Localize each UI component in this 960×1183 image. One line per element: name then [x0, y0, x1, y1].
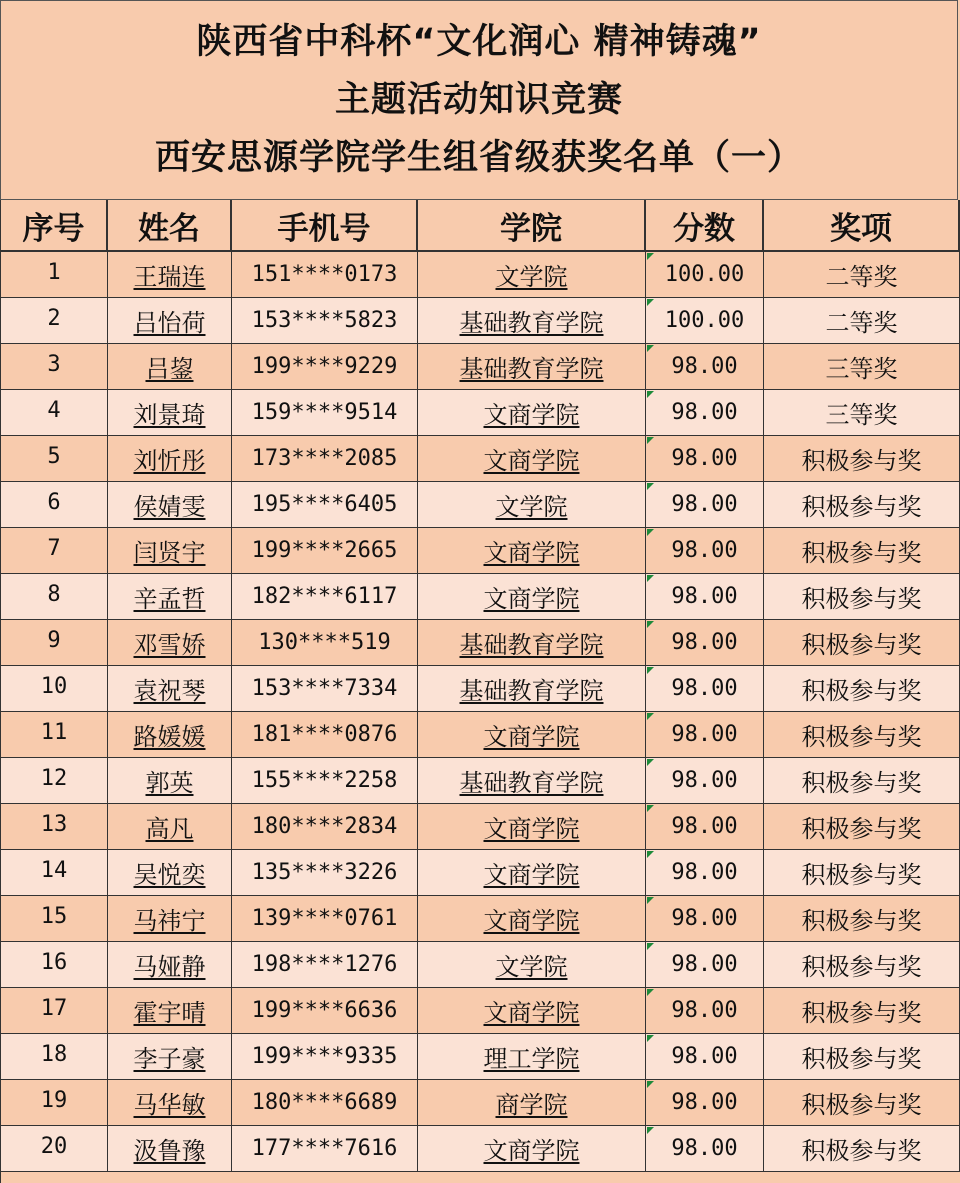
cell-score[interactable] — [646, 298, 764, 344]
cell-score[interactable] — [646, 1034, 764, 1080]
cell-phone[interactable] — [232, 1080, 418, 1126]
cell-dept[interactable] — [418, 390, 646, 436]
cell-name[interactable] — [108, 850, 232, 896]
cell-seq-text: 2 — [47, 306, 61, 331]
cell-dept[interactable] — [418, 804, 646, 850]
cell-seq[interactable] — [0, 298, 108, 344]
cell-award[interactable] — [764, 528, 960, 574]
cell-award[interactable] — [764, 574, 960, 620]
cell-seq-text: 18 — [40, 1042, 68, 1067]
cell-score[interactable] — [646, 850, 764, 896]
cell-phone-text: 199****6636 — [251, 998, 398, 1023]
table-row — [0, 896, 960, 942]
cell-phone[interactable] — [232, 1126, 418, 1172]
cell-award-text: 二等奖 — [825, 263, 898, 291]
cell-dept[interactable] — [418, 574, 646, 620]
cell-award[interactable] — [764, 896, 960, 942]
cell-award-text: 二等奖 — [825, 309, 898, 337]
error-indicator-icon — [647, 345, 654, 352]
header-score[interactable]: 分数 — [646, 200, 764, 252]
error-indicator-icon — [647, 437, 654, 444]
cell-award-text: 积极参与奖 — [801, 631, 922, 659]
cell-dept[interactable] — [418, 942, 646, 988]
cell-phone[interactable] — [232, 252, 418, 298]
cell-dept-text: 文商学院 — [483, 539, 580, 567]
cell-dept-text: 文商学院 — [483, 907, 580, 935]
error-indicator-icon — [647, 299, 654, 306]
cell-seq-text: 19 — [40, 1088, 68, 1113]
title-line-1: 陕西省中科杯“文化润心 精神铸魂” — [196, 22, 762, 62]
cell-dept[interactable] — [418, 528, 646, 574]
cell-award[interactable] — [764, 298, 960, 344]
cell-name-text: 刘景琦 — [133, 401, 206, 429]
cell-name[interactable] — [108, 574, 232, 620]
cell-phone-text: 198****1276 — [251, 952, 398, 977]
table-row — [0, 298, 960, 344]
cell-dept-text: 基础教育学院 — [459, 769, 604, 797]
cell-phone-text: 153****5823 — [251, 308, 398, 333]
table-row — [0, 574, 960, 620]
cell-score-text: 98.00 — [671, 814, 738, 839]
cell-phone-text: 180****6689 — [251, 1090, 398, 1115]
cell-seq-text: 13 — [40, 812, 68, 837]
table-row — [0, 804, 960, 850]
cell-dept[interactable] — [418, 482, 646, 528]
title-line-3: 西安思源学院学生组省级获奖名单（一） — [154, 138, 803, 178]
error-indicator-icon — [647, 943, 654, 950]
cell-phone-text: 159****9514 — [251, 400, 398, 425]
cell-phone[interactable] — [232, 804, 418, 850]
table-row — [0, 390, 960, 436]
cell-dept[interactable] — [418, 1034, 646, 1080]
cell-name[interactable] — [108, 620, 232, 666]
cell-phone[interactable] — [232, 942, 418, 988]
cell-score-text: 100.00 — [664, 308, 745, 333]
cell-name[interactable] — [108, 390, 232, 436]
cell-dept-text: 理工学院 — [483, 1045, 580, 1073]
cell-phone[interactable] — [232, 896, 418, 942]
cell-dept[interactable] — [418, 712, 646, 758]
cell-name-text: 马娅静 — [133, 953, 206, 981]
cell-name[interactable] — [108, 988, 232, 1034]
error-indicator-icon — [647, 667, 654, 674]
cell-award-text: 积极参与奖 — [801, 539, 922, 567]
cell-dept-text: 基础教育学院 — [459, 631, 604, 659]
cell-seq[interactable] — [0, 482, 108, 528]
cell-seq[interactable] — [0, 804, 108, 850]
title-line-2: 主题活动知识竞赛 — [334, 80, 623, 120]
error-indicator-icon — [647, 253, 654, 260]
cell-name[interactable] — [108, 436, 232, 482]
cell-dept-text: 文商学院 — [483, 999, 580, 1027]
cell-seq[interactable] — [0, 1034, 108, 1080]
cell-score-text: 98.00 — [671, 630, 738, 655]
cell-seq-text: 8 — [47, 582, 61, 607]
cell-seq-text: 5 — [47, 444, 61, 469]
cell-name-text: 袁祝琴 — [133, 677, 206, 705]
cell-seq[interactable] — [0, 712, 108, 758]
cell-name[interactable] — [108, 528, 232, 574]
cell-award[interactable] — [764, 712, 960, 758]
cell-score-text: 98.00 — [671, 1090, 738, 1115]
cell-name-text: 路媛媛 — [133, 723, 206, 751]
cell-phone[interactable] — [232, 298, 418, 344]
cell-award[interactable] — [764, 390, 960, 436]
cell-phone-text: 199****9335 — [251, 1044, 398, 1069]
cell-dept-text: 文学院 — [495, 953, 568, 981]
cell-award-text: 积极参与奖 — [801, 493, 922, 521]
cell-seq-text: 16 — [40, 950, 68, 975]
cell-phone-text: 139****0761 — [251, 906, 398, 931]
cell-score-text: 98.00 — [671, 492, 738, 517]
cell-name-text: 汲鲁豫 — [133, 1137, 206, 1165]
cell-phone[interactable] — [232, 574, 418, 620]
error-indicator-icon — [647, 483, 654, 490]
cell-score[interactable] — [646, 528, 764, 574]
cell-dept-text: 基础教育学院 — [459, 309, 604, 337]
cell-seq[interactable] — [0, 436, 108, 482]
cell-dept-text: 文学院 — [495, 493, 568, 521]
cell-dept[interactable] — [418, 758, 646, 804]
cell-dept[interactable] — [418, 298, 646, 344]
cell-award[interactable] — [764, 436, 960, 482]
cell-score[interactable] — [646, 942, 764, 988]
cell-score[interactable] — [646, 896, 764, 942]
table-header — [0, 200, 960, 252]
cell-award[interactable] — [764, 988, 960, 1034]
cell-dept-text: 文商学院 — [483, 447, 580, 475]
cell-score-text: 98.00 — [671, 538, 738, 563]
error-indicator-icon — [647, 989, 654, 996]
error-indicator-icon — [647, 575, 654, 582]
cell-score-text: 98.00 — [671, 1136, 738, 1161]
cell-award-text: 积极参与奖 — [801, 1137, 922, 1165]
cell-name-text: 霍宇晴 — [133, 999, 206, 1027]
cell-score[interactable] — [646, 390, 764, 436]
cell-phone[interactable] — [232, 758, 418, 804]
cell-name[interactable] — [108, 896, 232, 942]
error-indicator-icon — [647, 759, 654, 766]
cell-score[interactable] — [646, 482, 764, 528]
cell-score[interactable] — [646, 988, 764, 1034]
table-row — [0, 528, 960, 574]
cell-name-text: 马华敏 — [133, 1091, 206, 1119]
header-award[interactable]: 奖项 — [764, 200, 960, 252]
cell-award-text: 积极参与奖 — [801, 447, 922, 475]
error-indicator-icon — [647, 1035, 654, 1042]
cell-phone-text: 155****2258 — [251, 768, 398, 793]
cell-dept-text: 文学院 — [495, 263, 568, 291]
cell-award-text: 积极参与奖 — [801, 861, 922, 889]
table-row — [0, 482, 960, 528]
cell-name[interactable] — [108, 344, 232, 390]
cell-name-text: 马祎宁 — [133, 907, 206, 935]
cell-name[interactable] — [108, 298, 232, 344]
cell-seq-text: 7 — [47, 536, 61, 561]
cell-award[interactable] — [764, 252, 960, 298]
table-row — [0, 1080, 960, 1126]
error-indicator-icon — [647, 621, 654, 628]
cell-phone-text: 199****2665 — [251, 538, 398, 563]
cell-award[interactable] — [764, 850, 960, 896]
cell-dept[interactable] — [418, 850, 646, 896]
cell-phone-text: 181****0876 — [251, 722, 398, 747]
cell-name-text: 高凡 — [145, 815, 194, 843]
cell-seq[interactable] — [0, 1080, 108, 1126]
cell-score-text: 98.00 — [671, 860, 738, 885]
cell-name-text: 吕鋆 — [145, 355, 194, 383]
cell-seq[interactable] — [0, 390, 108, 436]
cell-seq[interactable] — [0, 758, 108, 804]
cell-award[interactable] — [764, 1080, 960, 1126]
table-row — [0, 252, 960, 298]
cell-name-text: 邓雪娇 — [133, 631, 206, 659]
cell-award[interactable] — [764, 1126, 960, 1172]
cell-dept[interactable] — [418, 436, 646, 482]
cell-name-text: 李子豪 — [133, 1045, 206, 1073]
cell-phone-text: 182****6117 — [251, 584, 398, 609]
table-row — [0, 344, 960, 390]
cell-award[interactable] — [764, 804, 960, 850]
cell-score[interactable] — [646, 574, 764, 620]
cell-award-text: 积极参与奖 — [801, 907, 922, 935]
table-row — [0, 620, 960, 666]
table-row — [0, 1034, 960, 1080]
cell-phone-text: 173****2085 — [251, 446, 398, 471]
cell-award-text: 三等奖 — [825, 355, 898, 383]
cell-award-text: 积极参与奖 — [801, 723, 922, 751]
cell-seq[interactable] — [0, 252, 108, 298]
cell-dept[interactable] — [418, 1126, 646, 1172]
cell-award-text: 积极参与奖 — [801, 1091, 922, 1119]
cell-seq[interactable] — [0, 528, 108, 574]
cell-score[interactable] — [646, 666, 764, 712]
error-indicator-icon — [647, 1081, 654, 1088]
cell-seq[interactable] — [0, 988, 108, 1034]
header-phone[interactable]: 手机号 — [232, 200, 418, 252]
cell-seq-text: 3 — [47, 352, 61, 377]
cell-phone[interactable] — [232, 988, 418, 1034]
cell-name-text: 闫贤宇 — [133, 539, 206, 567]
cell-score[interactable] — [646, 1080, 764, 1126]
cell-phone[interactable] — [232, 1034, 418, 1080]
cell-award[interactable] — [764, 1034, 960, 1080]
cell-dept[interactable] — [418, 252, 646, 298]
cell-phone-text: 130****519 — [258, 630, 391, 655]
cell-seq-text: 11 — [40, 720, 68, 745]
table-row — [0, 850, 960, 896]
cell-score-text: 98.00 — [671, 446, 738, 471]
cell-score-text: 98.00 — [671, 400, 738, 425]
cell-phone[interactable] — [232, 436, 418, 482]
cell-score-text: 98.00 — [671, 998, 738, 1023]
cell-award-text: 积极参与奖 — [801, 953, 922, 981]
cell-score[interactable] — [646, 1126, 764, 1172]
cell-phone[interactable] — [232, 620, 418, 666]
cell-name[interactable] — [108, 482, 232, 528]
cell-phone[interactable] — [232, 344, 418, 390]
cell-phone-text: 180****2834 — [251, 814, 398, 839]
header-seq[interactable]: 序号 — [0, 200, 108, 252]
cell-dept-text: 基础教育学院 — [459, 677, 604, 705]
cell-name[interactable] — [108, 666, 232, 712]
cell-seq[interactable] — [0, 896, 108, 942]
error-indicator-icon — [647, 851, 654, 858]
table-row — [0, 436, 960, 482]
cell-seq-text: 6 — [47, 490, 61, 515]
cell-phone-text: 151****0173 — [251, 262, 398, 287]
cell-phone[interactable] — [232, 482, 418, 528]
cell-dept-text: 基础教育学院 — [459, 355, 604, 383]
cell-score[interactable] — [646, 758, 764, 804]
table-row — [0, 942, 960, 988]
cell-score[interactable] — [646, 804, 764, 850]
cell-phone[interactable] — [232, 390, 418, 436]
cell-score[interactable] — [646, 252, 764, 298]
cell-seq-text: 9 — [47, 628, 61, 653]
cell-dept[interactable] — [418, 666, 646, 712]
cell-score-text: 98.00 — [671, 354, 738, 379]
cell-phone[interactable] — [232, 528, 418, 574]
cell-score[interactable] — [646, 436, 764, 482]
header-name[interactable]: 姓名 — [108, 200, 232, 252]
error-indicator-icon — [647, 391, 654, 398]
cell-name[interactable] — [108, 1034, 232, 1080]
cell-dept-text: 商学院 — [495, 1091, 568, 1119]
cell-score-text: 100.00 — [664, 262, 745, 287]
table-row — [0, 712, 960, 758]
cell-name-text: 辛孟哲 — [133, 585, 206, 613]
cell-dept-text: 文商学院 — [483, 401, 580, 429]
cell-score-text: 98.00 — [671, 676, 738, 701]
cell-phone[interactable] — [232, 712, 418, 758]
error-indicator-icon — [647, 1127, 654, 1134]
cell-name-text: 刘忻彤 — [133, 447, 206, 475]
cell-seq-text: 15 — [40, 904, 68, 929]
header-dept[interactable]: 学院 — [418, 200, 646, 252]
cell-score[interactable] — [646, 712, 764, 758]
cell-name[interactable] — [108, 1126, 232, 1172]
cell-phone[interactable] — [232, 850, 418, 896]
cell-name[interactable] — [108, 804, 232, 850]
cell-seq-text: 17 — [40, 996, 68, 1021]
cell-dept-text: 文商学院 — [483, 815, 580, 843]
cell-seq[interactable] — [0, 574, 108, 620]
error-indicator-icon — [647, 897, 654, 904]
cell-seq-text: 1 — [47, 260, 61, 285]
cell-score-text: 98.00 — [671, 906, 738, 931]
cell-seq[interactable] — [0, 666, 108, 712]
table-row — [0, 988, 960, 1034]
cell-award[interactable] — [764, 942, 960, 988]
cell-phone-text: 199****9229 — [251, 354, 398, 379]
cell-dept-text: 文商学院 — [483, 585, 580, 613]
error-indicator-icon — [647, 805, 654, 812]
cell-score-text: 98.00 — [671, 952, 738, 977]
cell-phone-text: 177****7616 — [251, 1136, 398, 1161]
cell-seq[interactable] — [0, 344, 108, 390]
cell-dept[interactable] — [418, 620, 646, 666]
cell-dept[interactable] — [418, 1080, 646, 1126]
cell-score[interactable] — [646, 344, 764, 390]
next-row-edge[interactable] — [0, 1172, 960, 1183]
cell-award-text: 积极参与奖 — [801, 999, 922, 1027]
cell-score[interactable] — [646, 620, 764, 666]
cell-name[interactable] — [108, 712, 232, 758]
cell-name-text: 侯婧雯 — [133, 493, 206, 521]
error-indicator-icon — [647, 713, 654, 720]
cell-name-text: 郭英 — [145, 769, 194, 797]
error-indicator-icon — [647, 529, 654, 536]
cell-award[interactable] — [764, 344, 960, 390]
cell-seq-text: 20 — [40, 1134, 68, 1159]
table-row — [0, 758, 960, 804]
cell-seq[interactable] — [0, 1126, 108, 1172]
cell-award[interactable] — [764, 482, 960, 528]
cell-award-text: 积极参与奖 — [801, 677, 922, 705]
cell-phone-text: 153****7334 — [251, 676, 398, 701]
cell-award-text: 积极参与奖 — [801, 769, 922, 797]
cell-name[interactable] — [108, 942, 232, 988]
cell-score-text: 98.00 — [671, 584, 738, 609]
cell-award-text: 积极参与奖 — [801, 1045, 922, 1073]
cell-seq-text: 12 — [40, 766, 68, 791]
cell-phone-text: 135****3226 — [251, 860, 398, 885]
cell-score-text: 98.00 — [671, 722, 738, 747]
cell-score-text: 98.00 — [671, 768, 738, 793]
cell-seq-text: 10 — [40, 674, 68, 699]
table-row — [0, 666, 960, 712]
cell-name[interactable] — [108, 1080, 232, 1126]
cell-award-text: 积极参与奖 — [801, 585, 922, 613]
cell-name-text: 王瑞连 — [133, 263, 206, 291]
table-row — [0, 1126, 960, 1172]
cell-seq-text: 4 — [47, 398, 61, 423]
cell-award[interactable] — [764, 758, 960, 804]
cell-phone[interactable] — [232, 666, 418, 712]
cell-award[interactable] — [764, 620, 960, 666]
cell-score-text: 98.00 — [671, 1044, 738, 1069]
cell-seq[interactable] — [0, 620, 108, 666]
cell-dept[interactable] — [418, 896, 646, 942]
cell-name[interactable] — [108, 252, 232, 298]
cell-dept-text: 文商学院 — [483, 861, 580, 889]
cell-dept[interactable] — [418, 344, 646, 390]
cell-award-text: 三等奖 — [825, 401, 898, 429]
cell-dept[interactable] — [418, 988, 646, 1034]
cell-phone-text: 195****6405 — [251, 492, 398, 517]
cell-name-text: 吴悦奕 — [133, 861, 206, 889]
cell-dept-text: 文商学院 — [483, 723, 580, 751]
cell-seq[interactable] — [0, 942, 108, 988]
cell-seq[interactable] — [0, 850, 108, 896]
cell-seq-text: 14 — [40, 858, 68, 883]
title-block[interactable] — [0, 0, 958, 200]
cell-name[interactable] — [108, 758, 232, 804]
cell-award-text: 积极参与奖 — [801, 815, 922, 843]
cell-name-text: 吕怡荷 — [133, 309, 206, 337]
cell-award[interactable] — [764, 666, 960, 712]
cell-dept-text: 文商学院 — [483, 1137, 580, 1165]
